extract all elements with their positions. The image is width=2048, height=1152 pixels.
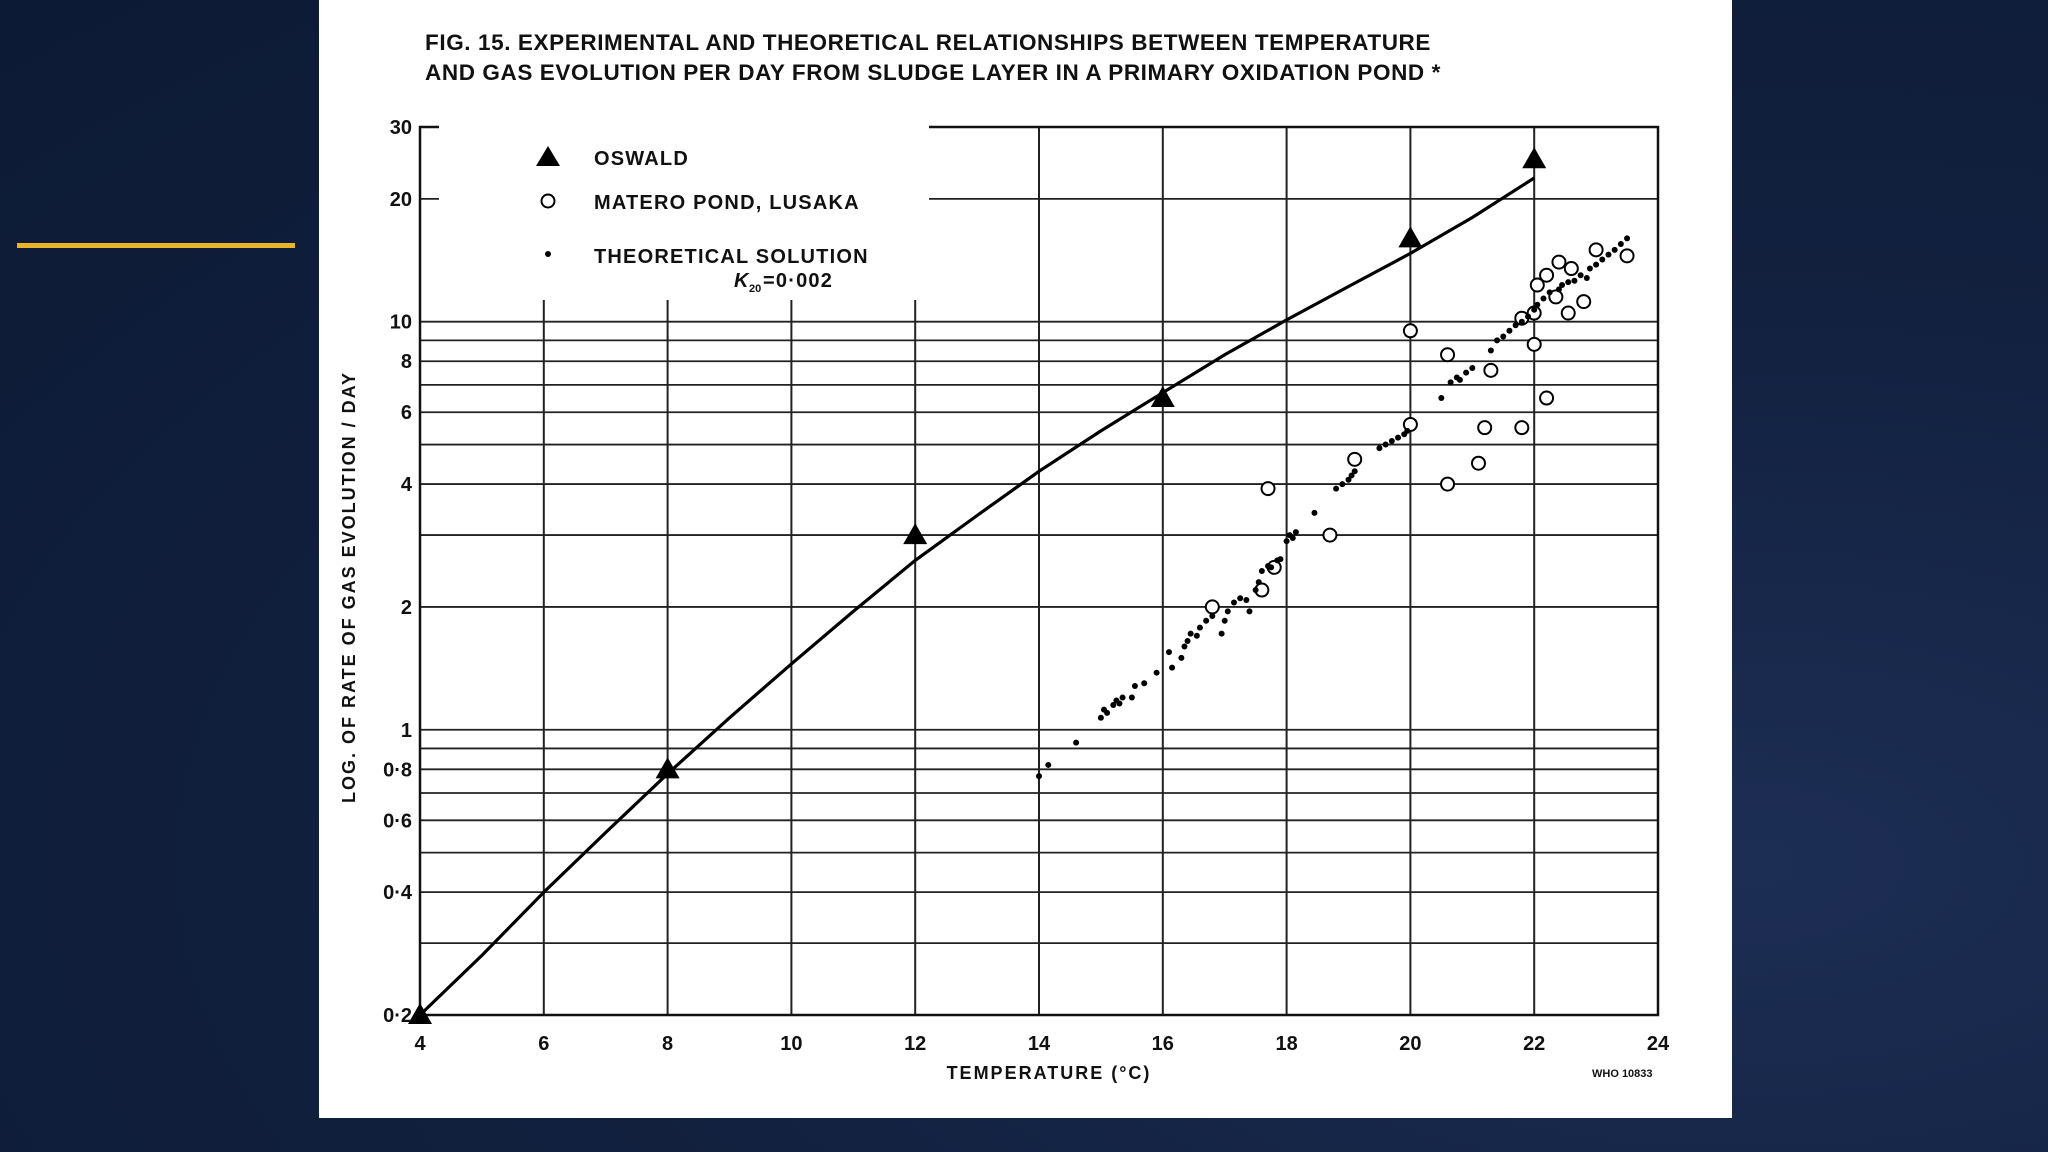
theoretical-dot-point	[1231, 600, 1237, 606]
theoretical-dot-point	[1584, 275, 1590, 281]
legend	[439, 125, 929, 300]
matero-circle-point	[1577, 295, 1590, 308]
theoretical-dot-point	[1104, 710, 1110, 716]
y-tick-label: 10	[389, 311, 412, 334]
theoretical-dot-point	[1256, 579, 1262, 585]
legend-k-value: =0·002	[763, 270, 834, 292]
matero-circle-point	[1206, 600, 1219, 613]
theoretical-dot-point	[1237, 595, 1243, 601]
x-tick-label: 22	[1523, 1033, 1546, 1055]
theoretical-dot-point	[1178, 655, 1184, 661]
theoretical-dot-point	[1036, 773, 1042, 779]
matero-circle-point	[1562, 307, 1575, 320]
theoretical-dot-point	[1268, 564, 1274, 570]
x-tick-label: 24	[1646, 1033, 1670, 1055]
matero-circle-point	[1478, 421, 1491, 434]
legend-k-symbol: K	[734, 270, 750, 292]
y-axis-label: LOG. OF RATE OF GAS EVOLUTION / DAY	[339, 370, 359, 804]
theoretical-dot-point	[1243, 597, 1249, 603]
theoretical-dot-point	[1098, 715, 1104, 721]
theoretical-dot-point	[1383, 442, 1389, 448]
theoretical-dot-point	[1494, 337, 1500, 343]
matero-circle-point	[1441, 348, 1454, 361]
theoretical-dot-point	[1534, 302, 1540, 308]
theoretical-dot-point	[1559, 282, 1565, 288]
y-tick-label: 2	[400, 596, 412, 619]
y-tick-label: 1	[400, 719, 412, 742]
theoretical-dot-point	[1547, 289, 1553, 295]
theoretical-dot-point	[1203, 618, 1209, 624]
theoretical-dot-point	[1500, 333, 1506, 339]
theoretical-dot-point	[1259, 568, 1265, 574]
x-tick-label: 6	[538, 1033, 550, 1055]
who-reference: WHO 10833	[1592, 1068, 1653, 1080]
legend-dot-marker	[545, 251, 551, 257]
theoretical-dot-point	[1154, 670, 1160, 676]
theoretical-dot-point	[1540, 295, 1546, 301]
y-tick-label: 30	[389, 117, 412, 139]
matero-circle-point	[1540, 392, 1553, 405]
x-tick-label: 10	[780, 1033, 803, 1055]
matero-circle-point	[1621, 249, 1634, 262]
oswald-triangle-point	[1522, 147, 1546, 168]
matero-circle-point	[1515, 421, 1528, 434]
x-tick-label: 14	[1027, 1033, 1051, 1055]
theoretical-dot-point	[1120, 694, 1126, 700]
theoretical-dot-point	[1395, 435, 1401, 441]
theoretical-dot-point	[1599, 257, 1605, 263]
matero-circle-point	[1262, 482, 1275, 495]
accent-line	[17, 243, 295, 248]
theoretical-dot-point	[1488, 348, 1494, 354]
theoretical-dot-point	[1339, 481, 1345, 487]
theoretical-dot-point	[1457, 377, 1463, 383]
theoretical-dot-point	[1277, 556, 1283, 562]
theoretical-dot-point	[1188, 631, 1194, 637]
oswald-triangle-point	[1398, 226, 1422, 247]
theoretical-dot-point	[1045, 762, 1051, 768]
figure-panel	[319, 0, 1732, 1118]
theoretical-dot-point	[1197, 625, 1203, 631]
theoretical-dot-point	[1593, 262, 1599, 268]
theoretical-dot-point	[1132, 683, 1138, 689]
theoretical-dot-point	[1129, 694, 1135, 700]
theoretical-dot-point	[1519, 319, 1525, 325]
matero-circle-point	[1565, 262, 1578, 275]
matero-circle-point	[1348, 453, 1361, 466]
theoretical-dot-point	[1587, 266, 1593, 272]
theoretical-dot-point	[1469, 365, 1475, 371]
theoretical-dot-point	[1219, 631, 1225, 637]
matero-circle-point	[1323, 529, 1336, 542]
x-tick-label: 8	[662, 1033, 674, 1055]
x-tick-label: 4	[414, 1033, 426, 1055]
matero-circle-point	[1404, 324, 1417, 337]
y-tick-label: 0·8	[383, 759, 412, 782]
theoretical-dot-point	[1525, 313, 1531, 319]
theoretical-dot-point	[1333, 486, 1339, 492]
matero-circle-point	[1472, 457, 1485, 470]
y-tick-label: 4	[400, 474, 412, 497]
y-tick-label: 0·6	[383, 810, 412, 833]
theoretical-dot-point	[1181, 643, 1187, 649]
theoretical-dot-point	[1293, 529, 1299, 535]
theoretical-dot-point	[1612, 247, 1618, 253]
y-tick-label: 6	[400, 402, 412, 425]
matero-circle-point	[1528, 338, 1541, 351]
theoretical-dot-point	[1194, 633, 1200, 639]
theoretical-dot-point	[1506, 328, 1512, 334]
theoretical-dot-point	[1166, 649, 1172, 655]
theoretical-dot-point	[1209, 613, 1215, 619]
legend-k-subscript: 20	[749, 283, 762, 295]
theoretical-dot-point	[1073, 740, 1079, 746]
theoretical-curve	[420, 178, 1534, 1015]
theoretical-dot-point	[1225, 608, 1231, 614]
x-tick-label: 18	[1275, 1033, 1298, 1055]
theoretical-dot-point	[1141, 680, 1147, 686]
theoretical-dot-point	[1352, 468, 1358, 474]
theoretical-dot-point	[1404, 428, 1410, 434]
x-tick-label: 20	[1399, 1033, 1422, 1055]
theoretical-dot-point	[1253, 587, 1259, 593]
curve-layer	[420, 178, 1534, 1015]
legend-matero-label: MATERO POND, LUSAKA	[594, 192, 860, 214]
matero-circle-point	[1484, 364, 1497, 377]
theoretical-dot-point	[1624, 235, 1630, 241]
theoretical-dot-point	[1571, 278, 1577, 284]
theoretical-dot-point	[1389, 438, 1395, 444]
theoretical-dot-point	[1290, 535, 1296, 541]
y-tick-label: 20	[389, 188, 412, 211]
y-tick-label: 0·2	[383, 1005, 412, 1027]
x-axis-label: TEMPERATURE (°C)	[946, 1063, 1152, 1083]
matero-circle-point	[1441, 478, 1454, 491]
oswald-triangle-point	[903, 523, 927, 544]
theoretical-dot-point	[1448, 379, 1454, 385]
matero-circle-point	[1540, 269, 1553, 282]
theoretical-dot-point	[1169, 665, 1175, 671]
y-tick-label: 0·4	[383, 882, 412, 905]
x-tick-label: 12	[904, 1033, 927, 1055]
theoretical-dot-point	[1246, 608, 1252, 614]
theoretical-dot-point	[1513, 322, 1519, 328]
theoretical-dot-point	[1605, 252, 1611, 258]
legend-oswald-label: OSWALD	[594, 148, 689, 170]
theoretical-dot-point	[1185, 638, 1191, 644]
theoretical-dot-point	[1578, 272, 1584, 278]
figure-title-line-2: AND GAS EVOLUTION PER DAY FROM SLUDGE LAYER IN A PRIMARY OXIDATION POND *	[425, 60, 1441, 85]
figure-title-line-1: FIG. 15. EXPERIMENTAL AND THEORETICAL RELATIONSHIPS BETWEEN TEMPERATURE	[425, 30, 1432, 55]
x-tick-label: 16	[1151, 1033, 1174, 1055]
theoretical-dot-point	[1438, 395, 1444, 401]
theoretical-dot-point	[1284, 538, 1290, 544]
theoretical-dot-point	[1311, 510, 1317, 516]
theoretical-dot-point	[1565, 279, 1571, 285]
theoretical-dot-point	[1618, 241, 1624, 247]
matero-circle-point	[1590, 243, 1603, 256]
theoretical-dot-point	[1222, 618, 1228, 624]
matero-circle-point	[1552, 256, 1565, 269]
chart-figure	[319, 0, 1732, 1118]
legend-theoretical-label: THEORETICAL SOLUTION	[594, 246, 869, 268]
theoretical-dot-point	[1463, 370, 1469, 376]
y-tick-label: 8	[400, 351, 412, 374]
theoretical-dot-point	[1376, 445, 1382, 451]
theoretical-dot-point	[1116, 700, 1122, 706]
